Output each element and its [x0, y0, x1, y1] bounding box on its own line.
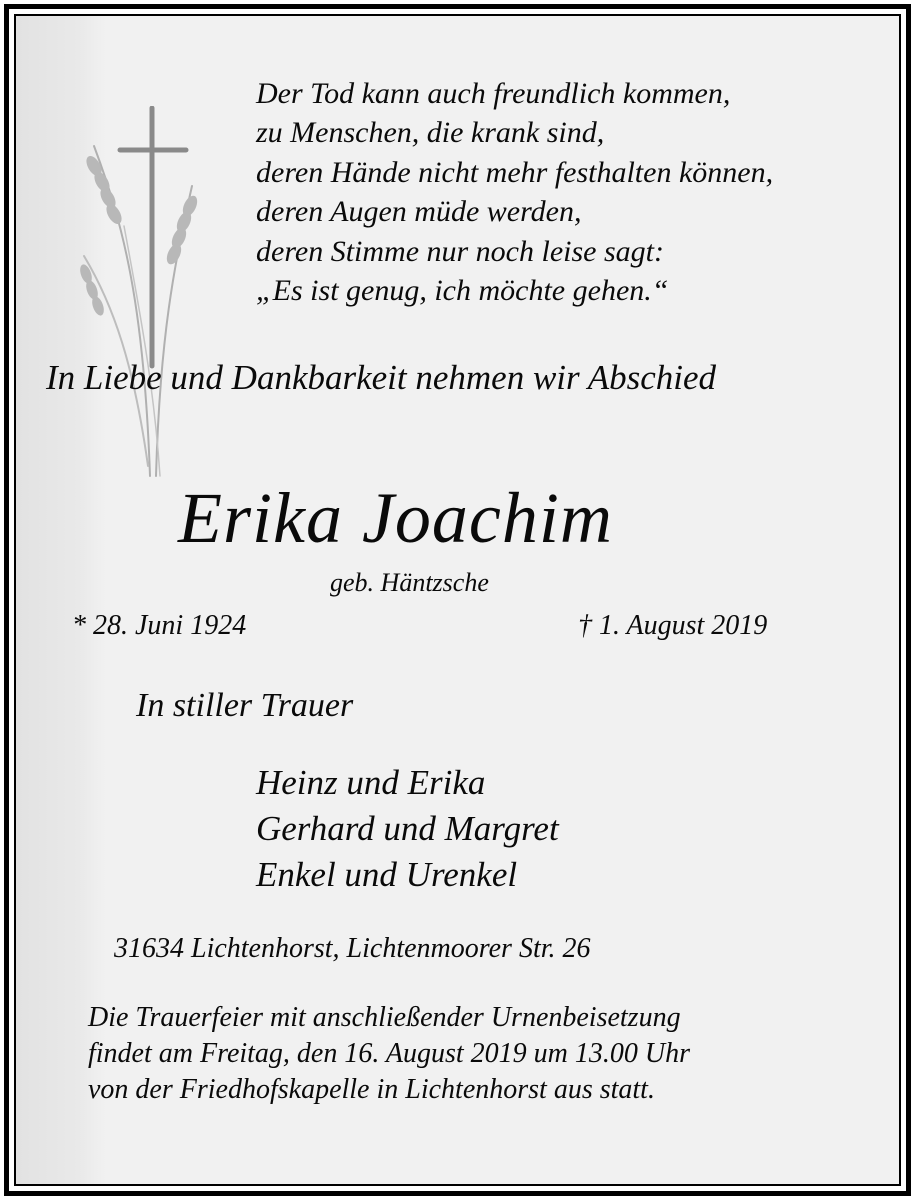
address: 31634 Lichtenhorst, Lichtenmoorer Str. 26	[114, 933, 591, 964]
mourners-list	[256, 760, 559, 898]
service-line: findet am Freitag, den 16. August 2019 um 13.00 Uhr	[88, 1038, 690, 1069]
poem	[256, 74, 773, 310]
service-line: Die Trauerfeier mit anschließender Urnenbeisetzung	[88, 1002, 681, 1033]
cross-with-wheat-icon	[64, 106, 214, 486]
poem-line: zu Menschen, die krank sind,	[256, 116, 605, 150]
mourner-name: Enkel und Urenkel	[256, 855, 518, 894]
deceased-name: Erika Joachim	[178, 478, 613, 558]
mourner-name: Heinz und Erika	[256, 763, 486, 802]
poem-line: deren Stimme nur noch leise sagt:	[256, 234, 664, 268]
mourners-heading: In stiller Trauer	[136, 687, 354, 724]
service-line: von der Friedhofskapelle in Lichtenhorst aus statt.	[88, 1074, 655, 1105]
poem-line: deren Augen müde werden,	[256, 195, 582, 229]
birth-date: * 28. Juni 1924	[72, 610, 247, 641]
maiden-name: geb. Häntzsche	[330, 568, 489, 597]
farewell-line: In Liebe und Dankbarkeit nehmen wir Abschied	[46, 358, 717, 397]
poem-line: deren Hände nicht mehr festhalten können,	[256, 155, 774, 189]
death-date: † 1. August 2019	[578, 610, 768, 641]
service-info	[88, 1000, 690, 1108]
poem-line: Der Tod kann auch freundlich kommen,	[256, 77, 731, 110]
mourner-name: Gerhard und Margret	[256, 809, 559, 848]
poem-line: „Es ist genug, ich möchte gehen.“	[256, 274, 669, 308]
